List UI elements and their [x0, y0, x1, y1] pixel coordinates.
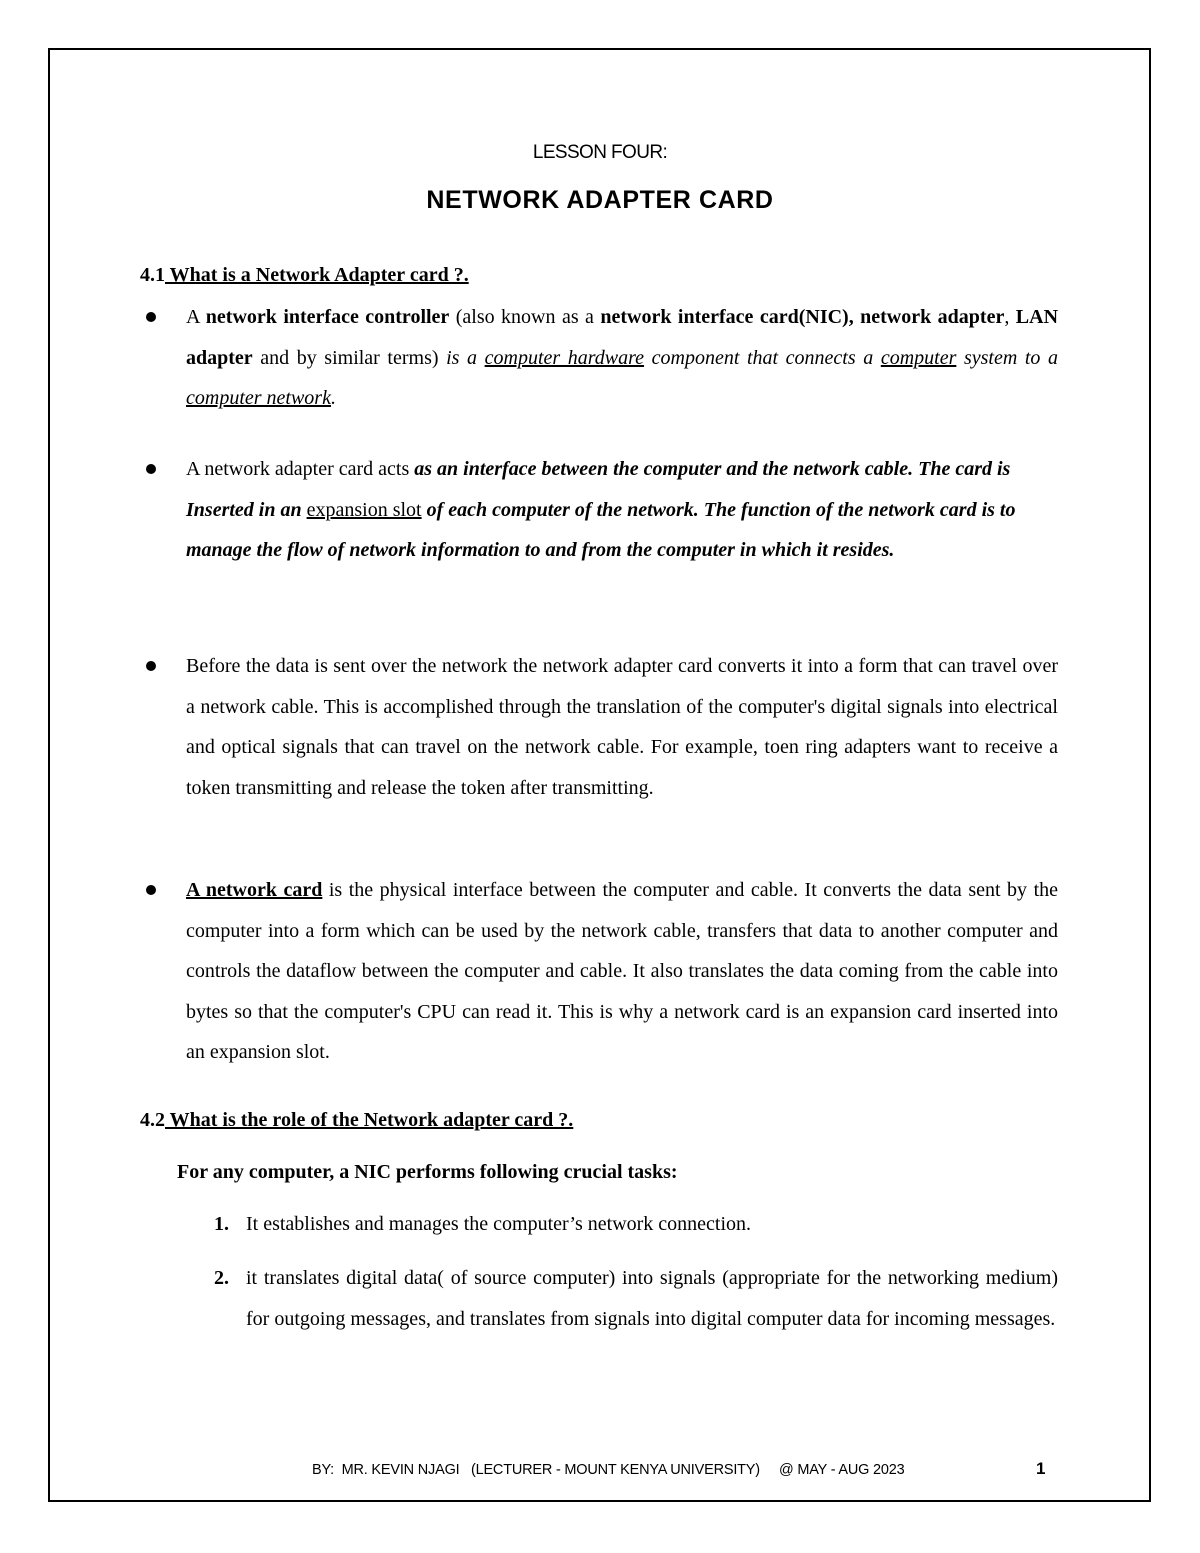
list-item: It establishes and manages the computer’s network connection.: [246, 1213, 752, 1235]
italic-run: component that connects a: [644, 346, 881, 369]
list-item: it translates digital data( of source computer) into signals (appropriate for the networking medium) for outgoing messages, and translates from signals into digital computer data for incoming messages.: [246, 1267, 1058, 1330]
text-run: ,: [1004, 306, 1016, 328]
text-run: A network adapter card acts: [186, 458, 415, 480]
bullet-icon: [146, 661, 156, 671]
section-number: 4.2: [140, 1109, 165, 1131]
bullet-icon: [146, 464, 156, 474]
link-computer-network[interactable]: computer network: [186, 387, 331, 409]
section-number: 4.1: [140, 264, 165, 286]
tasks-intro: For any computer, a NIC performs following crucial tasks:: [177, 1161, 678, 1183]
term-network-interface-card: network interface card(NIC), network adapter: [600, 306, 1005, 328]
section-title: What is a Network Adapter card ?.: [165, 264, 469, 286]
page-footer: BY: MR. KEVIN NJAGI (LECTURER - MOUNT KENYA UNIVERSITY) @ MAY - AUG 2023: [312, 1462, 905, 1478]
page-title: NETWORK ADAPTER CARD: [426, 186, 774, 214]
section-heading-4-1: [140, 264, 469, 287]
bullet-icon: [146, 312, 156, 322]
page-number: 1: [1036, 1459, 1046, 1478]
italic-run: system to a: [956, 346, 1058, 369]
text-run: (also known as a: [449, 306, 601, 328]
text-run: and by similar terms): [252, 346, 447, 369]
term-lan-adapter: LAN adapter: [186, 306, 1059, 369]
bullet-paragraph-2: [186, 449, 1058, 571]
bullet-paragraph-1: [186, 297, 1058, 419]
italic-run: .: [330, 387, 336, 409]
bullet-paragraph-4: [186, 870, 1058, 1073]
link-computer-hardware[interactable]: computer hardware: [484, 346, 645, 369]
italic-run: is a: [446, 346, 485, 369]
expansion-slot-term: expansion slot: [306, 498, 422, 521]
list-number: 1.: [214, 1213, 229, 1235]
section-title: What is the role of the Network adapter card ?.: [165, 1109, 574, 1131]
lesson-label: LESSON FOUR:: [532, 142, 668, 163]
text-run: A: [186, 306, 206, 328]
bold-italic-run: as an interface between the computer and the network cable. The card is Inserted in an: [186, 458, 1011, 521]
list-number: 2.: [214, 1267, 229, 1289]
term-nic: network interface controller: [205, 306, 450, 328]
term-network-card: A network card: [186, 879, 323, 901]
link-computer[interactable]: computer: [880, 346, 957, 369]
text-run: is the physical interface between the computer and cable. It converts the data sent by the computer into a form which can be used by the network cable, transfers that data to another computer and controls the dataflow between the computer and cable. It also translates the data coming from the cable into bytes so that the computer's CPU can read it. This is why a network card is an expansion card inserted into an expansion slot.: [186, 879, 1058, 1063]
bullet-icon: [146, 885, 156, 895]
bold-italic-run: of each computer of the network. The function of the network card is to manage the flow of network information to and from the computer in which it resides.: [186, 498, 1016, 561]
bullet-paragraph-3: Before the data is sent over the network the network adapter card converts it into a form that can travel over a network cable. This is accomplished through the translation of the computer's digital signals into electrical and optical signals that can travel on the network cable. For example, toen ring adapters want to receive a token transmitting and release the token after transmitting.: [186, 655, 1058, 799]
section-heading-4-2: [140, 1109, 573, 1132]
